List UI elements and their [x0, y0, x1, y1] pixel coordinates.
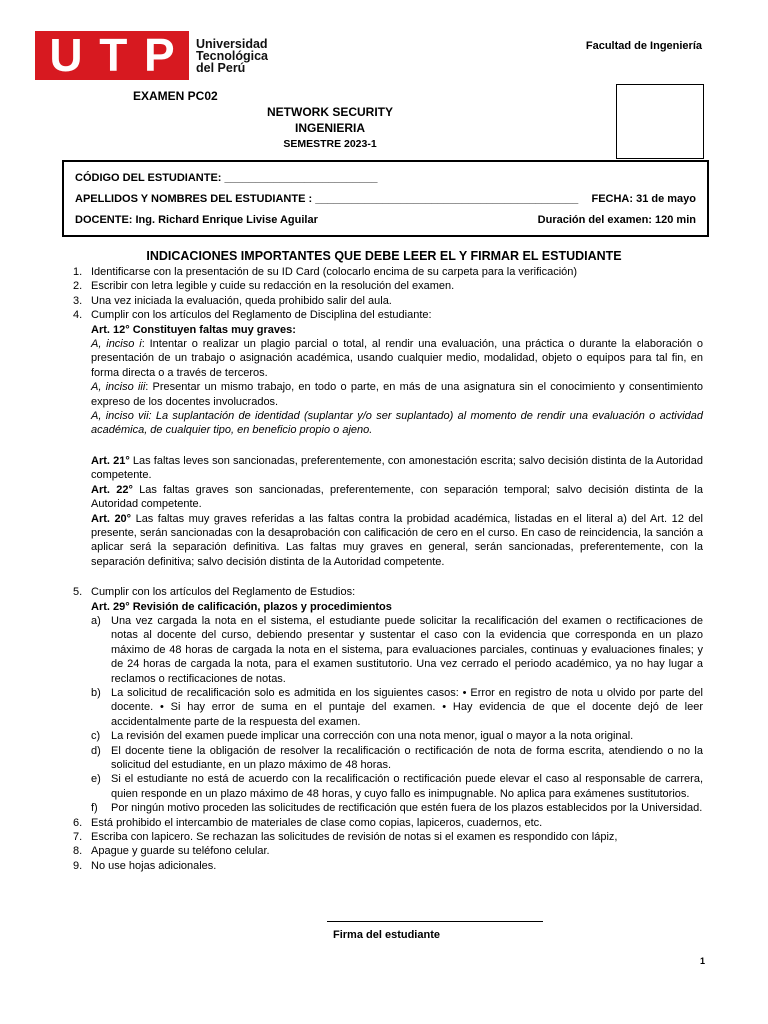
semester: SEMESTRE 2023-1	[283, 138, 377, 150]
instructions-title: INDICACIONES IMPORTANTES QUE DEBE LEER EL Y FIRMAR EL ESTUDIANTE	[146, 249, 622, 263]
list-item: 3. Una vez iniciada la evaluación, queda prohibido salir del aula.	[73, 294, 703, 308]
student-code-field: CÓDIGO DEL ESTUDIANTE: _________________________	[75, 172, 378, 184]
exam-code: EXAMEN PC02	[133, 89, 218, 103]
item-text: Cumplir con los artículos del Reglamento de Estudios:	[91, 586, 356, 599]
art12-title: Art. 12° Constituyen faltas muy graves:	[91, 323, 296, 336]
utp-logo-box	[35, 31, 189, 80]
list-item: 8. Apague y guarde su teléfono celular.	[73, 844, 703, 858]
logo-text-line-2: Tecnológica	[196, 48, 269, 63]
teacher-row	[75, 214, 696, 226]
art21: Art. 21° Las faltas leves son sancionadas, preferentemente, con amonestación escrita; salvo decisión distinta de la Autoridad competente.	[91, 454, 703, 482]
instructions-list	[73, 265, 703, 873]
item-text: Escriba con lapicero. Se rechazan las solicitudes de revisión de notas si el examen es respondido con lápiz,	[91, 831, 618, 844]
logo-letter-t: T	[99, 29, 128, 81]
list-item: 2. Escribir con letra legible y cuide su redacción en la resolución del examen.	[73, 279, 703, 293]
signature-line	[327, 921, 543, 922]
item-text: Cumplir con los artículos del Reglamento de Disciplina del estudiante:	[91, 309, 432, 322]
student-name-field: APELLIDOS Y NOMBRES DEL ESTUDIANTE : ___________________________________________	[75, 193, 579, 205]
item-text: Una vez iniciada la evaluación, queda prohibido salir del aula.	[91, 294, 392, 307]
student-name-row	[75, 193, 696, 205]
list-item: 1. Identificarse con la presentación de su ID Card (colocarlo encima de su carpeta para la verificación)	[73, 265, 703, 279]
item-text: No use hojas adicionales.	[91, 859, 217, 872]
art29-title: Art. 29° Revisión de calificación, plazos y procedimientos	[91, 600, 392, 613]
grade-box	[616, 84, 704, 159]
logo-letter-u: U	[49, 29, 83, 81]
list-item: 9. No use hojas adicionales.	[73, 859, 703, 873]
logo-text-line-1: Universidad	[196, 36, 268, 51]
sub-item-f: f) Por ningún motivo proceden las solicitudes de rectificación que estén fuera de los plazos establecidos por la Universidad.	[91, 802, 703, 815]
sub-item-e: e) Si el estudiante no está de acuerdo con la recalificación o rectificación puede elevar el caso al responsable de carrera, quien responde en un plazo máximo de 48 horas, y cuyo fallo es inimpugnable. No aplica para exámenes sustitutorios.	[91, 773, 703, 800]
utp-logo	[35, 31, 268, 80]
faculty-name: Facultad de Ingeniería	[585, 40, 702, 52]
item-text: Está prohibido el intercambio de materiales de clase como copias, lapiceros, cuadernos, etc.	[91, 816, 543, 829]
art22: Art. 22° Las faltas graves son sancionadas, preferentemente, con separación temporal; salvo decisión distinta de la Autoridad competente.	[91, 483, 703, 511]
career-name: INGENIERIA	[294, 121, 365, 135]
sub-item-a: a) Una vez cargada la nota en el sistema, el estudiante puede solicitar la recalificación del examen o rectificaciones de notas al docente del curso, debiendo presentar y sustentar el caso con la evidencia que corresponda en un plazo máximo de 48 horas de cargada la nota en el sistema, para evaluaciones parciales, continuas y evaluaciones finales; y de 24 horas de cargada la nota, para el examen sustitutorio. Una vez cerrado el periodo académico, ya no hay lugar a reclamos o rectificaciones de notas.	[91, 614, 703, 685]
logo-text	[196, 38, 268, 74]
list-item: 6. Está prohibido el intercambio de materiales de clase como copias, lapiceros, cuadernos, etc.	[73, 816, 703, 830]
logo-letter-p: P	[143, 29, 175, 81]
teacher-name: DOCENTE: Ing. Richard Enrique Livise Aguilar	[75, 214, 318, 226]
list-item: 5. Cumplir con los artículos del Reglamento de Estudios: Art. 29° Revisión de calificación, plazos y procedimientos a) Una vez cargada la nota en el sistema, el estudiante puede solicitar la recalificación del examen o rectificaciones de notas al docente del curso, debiendo presentar y sustentar el caso con la evidencia que corresponda en un plazo máximo de 48 horas de cargada la nota en el sistema, para evaluaciones parciales, continuas y evaluaciones finales; y de 24 horas de cargada la nota, para el examen sustitutorio. Una vez cerrado el periodo académico, ya no hay lugar a reclamos o rectificaciones de notas. b) La solicitud de recalificación solo es admitida en los siguientes casos: • Error en registro de nota u olvido por parte del docente. • Si hay error de suma en el puntaje del examen. • Hay evidencia de que el docente dejó de leer accidentalmente parte de la respuesta del examen. c) La revisión del examen puede implicar una corrección con una nota menor, igual o mayor a la nota original. d) El docente tiene la obligación de resolver la recalificación o rectificación de nota de forma escrita, atendiendo o no la solicitud del estudiante, en un plazo máximo de 48 horas. e) Si el estudiante no está de acuerdo con la recalificación o rectificación puede elevar el caso al responsable de carrera, quien responde en un plazo máximo de 48 horas, y cuyo fallo es inimpugnable. No aplica para exámenes sustitutorios. f) Por ningún motivo proceden las solicitudes de rectificación que estén fuera de los plazos establecidos por la Universidad.	[73, 586, 703, 815]
item-text: Apague y guarde su teléfono celular.	[91, 845, 270, 858]
art12-b: A, inciso iii: Presentar un mismo trabajo, en todo o parte, en más de una asignatura sin el conocimiento y consentimiento expreso de los docentes involucrados.	[91, 381, 703, 408]
sub-item-c: c) La revisión del examen puede implicar una corrección con una nota menor, igual o mayor a la nota original.	[91, 730, 634, 743]
art20: Art. 20° Las faltas muy graves referidas a las faltas contra la probidad académica, listadas en el literal a) del Art. 12 del presente, serán sancionadas con la desaprobación con calificación de cero en el curso. En caso de reincidencia, la sanción a aplicar será la separación definitiva. Las faltas muy graves en general, serán sancionadas, preferentemente, con la separación definitiva; salvo decisión distinta de la Autoridad competente.	[91, 512, 703, 568]
student-code-row	[75, 172, 696, 184]
student-info-box	[62, 160, 709, 237]
sub-item-b: b) La solicitud de recalificación solo es admitida en los siguientes casos: • Error en registro de nota u olvido por parte del docente. • Si hay error de suma en el puntaje del examen. • Hay evidencia de que el docente dejó de leer accidentalmente parte de la respuesta del examen.	[91, 686, 703, 728]
exam-duration: Duración del examen: 120 min	[537, 214, 696, 226]
list-item: 7. Escriba con lapicero. Se rechazan las solicitudes de revisión de notas si el examen es respondido con lápiz,	[73, 830, 703, 844]
list-item: 4. Cumplir con los artículos del Reglamento de Disciplina del estudiante: Art. 12° Constituyen faltas muy graves: A, inciso i: Intentar o realizar un plagio parcial o total, al rendir una evaluación, una práctica o durante la elaboración o presentación de un trabajo o asignación académica, usando cualquier medio, modalidad, objeto o equipos para tal fin, en forma directa o a través de terceros. A, inciso iii: Presentar un mismo trabajo, en todo o parte, en más de una asignatura sin el conocimiento y consentimiento expreso de los docentes involucrados. A, inciso vii: La suplantación de identidad (suplantar y/o ser suplantado) al momento de rendir una evaluación o actividad académica, de cualquier tipo, en beneficio propio o ajeno. Art. 21° Las faltas leves son sancionadas, preferentemente, con amonestación escrita; salvo decisión distinta de la Autoridad competente. Art. 22° Las faltas graves son sancionadas, preferentemente, con separación temporal; salvo decisión distinta de la Autoridad competente. Art. 20° Las faltas muy graves referidas a las faltas contra la probidad académica, listadas en el literal a) del Art. 12 del presente, serán sancionadas con la desaprobación con calificación de cero en el curso. En caso de reincidencia, la sanción a aplicar será la separación definitiva. Las faltas muy graves en general, serán sancionadas, preferentemente, con la separación definitiva; salvo decisión distinta de la Autoridad competente.	[73, 309, 704, 568]
item-text: Escribir con letra legible y cuide su redacción en la resolución del examen.	[91, 280, 455, 293]
signature-label: Firma del estudiante	[333, 929, 440, 941]
sub-item-d: d) El docente tiene la obligación de resolver la recalificación o rectificación de nota de forma escrita, atendiendo o no la solicitud del estudiante, en un plazo máximo de 48 horas.	[91, 744, 703, 771]
logo-text-line-3: del Perú	[196, 60, 246, 75]
page-number: 1	[700, 956, 706, 966]
exam-date: FECHA: 31 de mayo	[591, 193, 696, 205]
art12-c: A, inciso vii: La suplantación de identidad (suplantar y/o ser suplantado) al momento de rendir una evaluación o actividad académica, de cualquier tipo, en beneficio propio o ajeno.	[91, 410, 703, 437]
course-name: NETWORK SECURITY	[267, 105, 393, 119]
art12-a: A, inciso i: Intentar o realizar un plagio parcial o total, al rendir una evaluación, una práctica o durante la elaboración o presentación de un trabajo o asignación académica, usando cualquier medio, modalidad, objeto o equipos para tal fin, en forma directa o a través de terceros.	[91, 338, 704, 379]
item-text: Identificarse con la presentación de su ID Card (colocarlo encima de su carpeta para la verificación)	[91, 266, 578, 278]
